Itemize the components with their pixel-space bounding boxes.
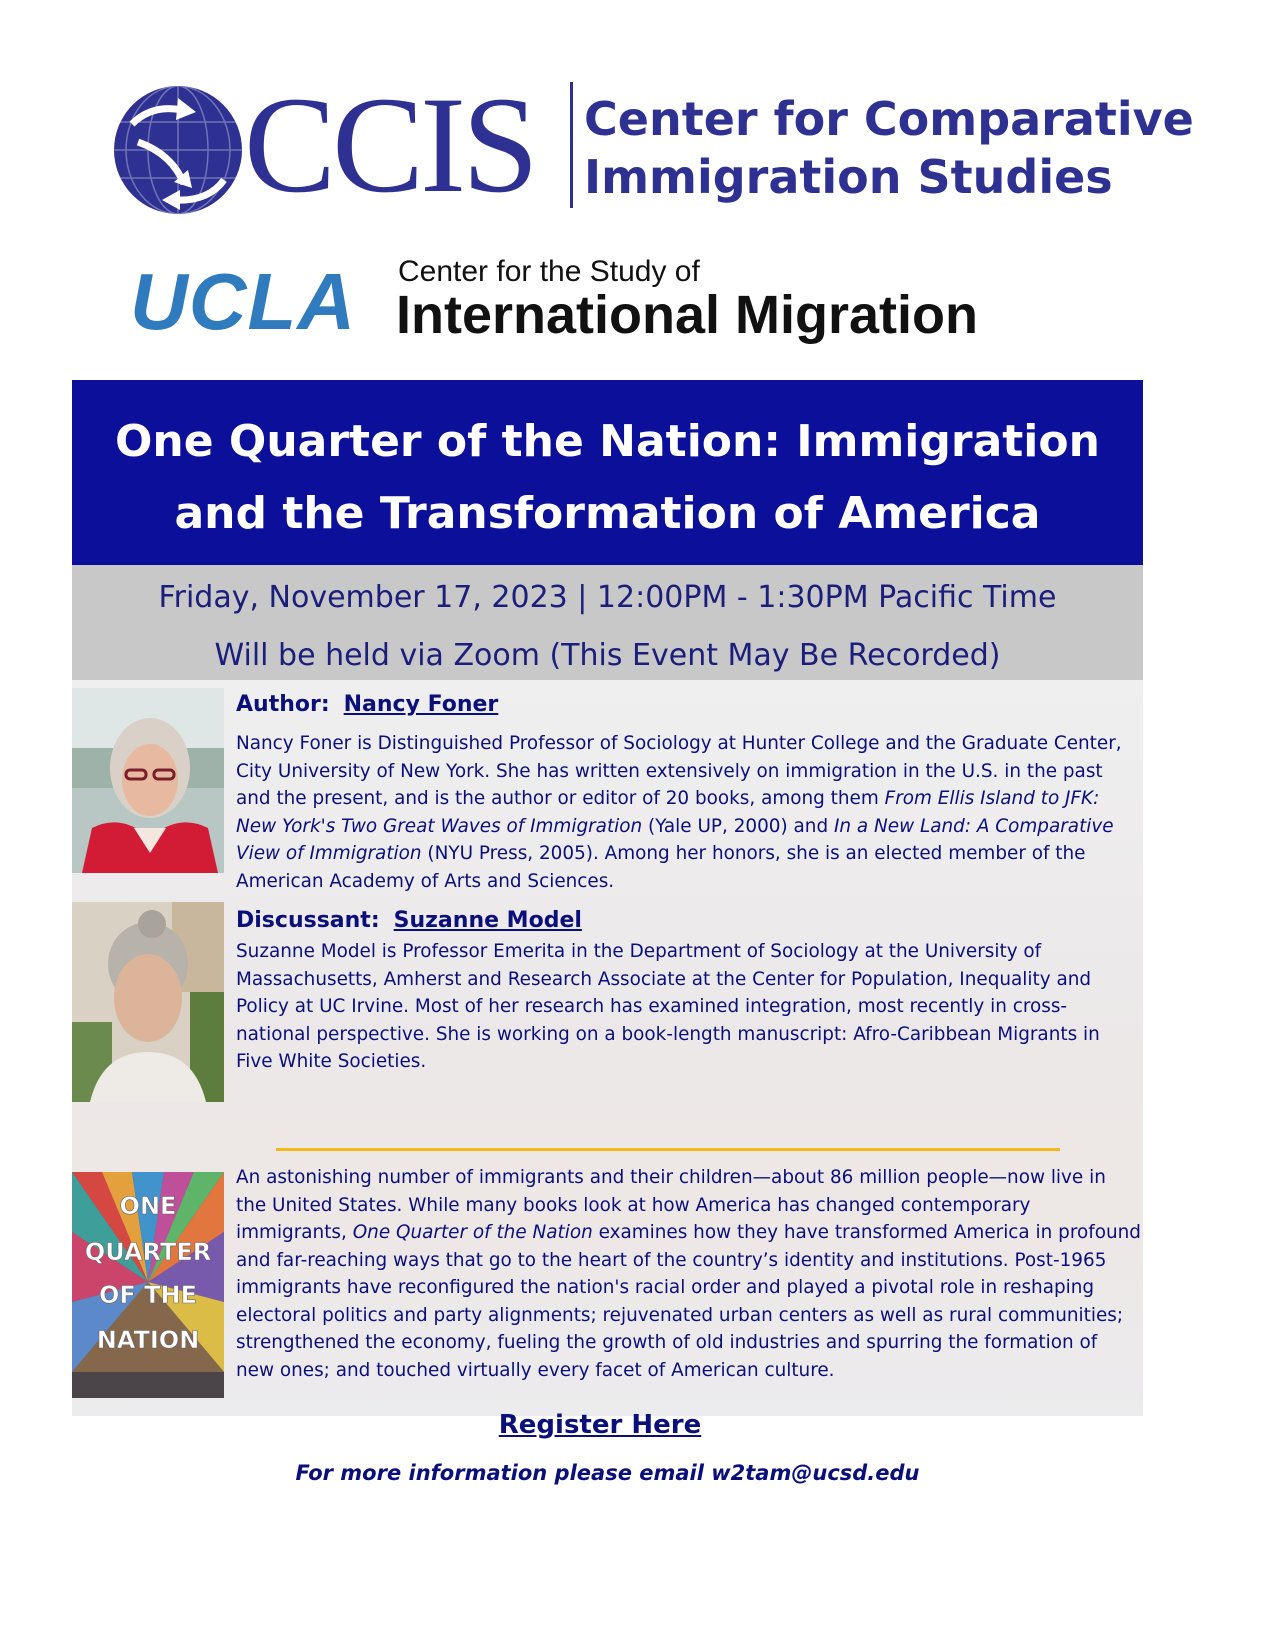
- event-title-line1: One Quarter of the Nation: Immigration: [115, 416, 1100, 467]
- ucla-center-name: International Migration: [396, 285, 979, 345]
- cover-title-line4: NATION: [96, 1326, 200, 1354]
- globe-icon: [112, 84, 244, 216]
- ucla-center-subtitle: Center for the Study of: [398, 255, 700, 288]
- book-desc-part2: examines how they have transformed America in profound and far-reaching ways that go to the heart of the country’s identity and institutions. Post-1965 immigrants have reconfigured the nation's racial order and played a pivotal role in reshaping electoral politics and party alignments; rejuvenated urban centers as well as rural communities; strengthened the economy, fueling the growth of old industries and spurring the formation of new ones; and touched virtually every facet of American culture.: [236, 1222, 1141, 1381]
- event-venue: Will be held via Zoom (This Event May Be Recorded): [214, 638, 1001, 673]
- book-desc-title: One Quarter of the Nation: [352, 1222, 593, 1243]
- cover-title-line3: OF THE: [98, 1281, 198, 1309]
- ccis-full-name: [584, 90, 1194, 206]
- author-name-link[interactable]: Nancy Foner: [343, 692, 499, 717]
- ccis-name-line2: Immigration Studies: [584, 150, 1113, 204]
- ucla-logo: [130, 255, 1090, 345]
- ccis-logo: [112, 68, 1194, 221]
- author-bio-part1: Nancy Foner is Distinguished Professor of Sociology at Hunter College and the Graduate Center, City University of New York. She has written extensively on immigration in the U.S. in the past and the present, and is the author or editor of 20 books, among them: [236, 733, 1122, 809]
- discussant-bio: Suzanne Model is Professor Emerita in the Department of Sociology at the University of Massachusetts, Amherst and Research Associate at the Center for Population, Inequality and Policy at UC Irvine. Most of her research has examined integration, most recently in cross-national perspective. She is working on a book-length manuscript: Afro-Caribbean Migrants in Five White Societies.: [236, 941, 1100, 1072]
- event-title-banner: [72, 380, 1143, 565]
- author-bio-part2: (Yale UP, 2000) and: [642, 815, 834, 837]
- book-cover-image: [72, 1172, 224, 1398]
- event-datetime: Friday, November 17, 2023 | 12:00PM - 1:30PM Pacific Time: [158, 580, 1057, 615]
- author-book2-title: In a New Land: A Comparative View of Immigration: [236, 815, 1114, 864]
- cover-title-line1: ONE: [119, 1192, 177, 1220]
- event-title-line2: and the Transformation of America: [174, 488, 1041, 539]
- ccis-name-line1: Center for Comparative: [584, 92, 1194, 146]
- event-details-band: [72, 565, 1143, 680]
- book-desc-part1: An astonishing number of immigrants and their children—about 86 million people—now live in the United States. While many books look at how America has changed contemporary immigrants,: [236, 1167, 1106, 1243]
- discussant-role-label: Discussant:: [236, 908, 380, 933]
- ccis-wordmark: CCIS: [244, 68, 535, 221]
- discussant-name-link[interactable]: Suzanne Model: [393, 908, 582, 933]
- discussant-photo: [72, 902, 224, 1102]
- author-heading: [236, 692, 498, 717]
- contact-email-line: For more information please email w2tam@ucsd.edu: [295, 1461, 920, 1485]
- logo-divider: [570, 82, 573, 208]
- section-divider: [276, 1148, 1060, 1151]
- register-link[interactable]: Register Here: [498, 1410, 702, 1440]
- author-role-label: Author:: [236, 692, 330, 717]
- ucla-wordmark: UCLA: [130, 257, 357, 346]
- author-bio-part3: (NYU Press, 2005). Among her honors, she is an elected member of the American Academy of Arts and Sciences.: [236, 843, 1086, 892]
- book-description: [236, 1164, 1141, 1384]
- cover-title-line2: QUARTER: [84, 1238, 212, 1266]
- author-book1-title: From Ellis Island to JFK: New York's Two Great Waves of Immigration: [236, 788, 1100, 837]
- author-bio: [236, 730, 1141, 895]
- author-photo: [72, 688, 224, 873]
- discussant-heading: [236, 908, 582, 933]
